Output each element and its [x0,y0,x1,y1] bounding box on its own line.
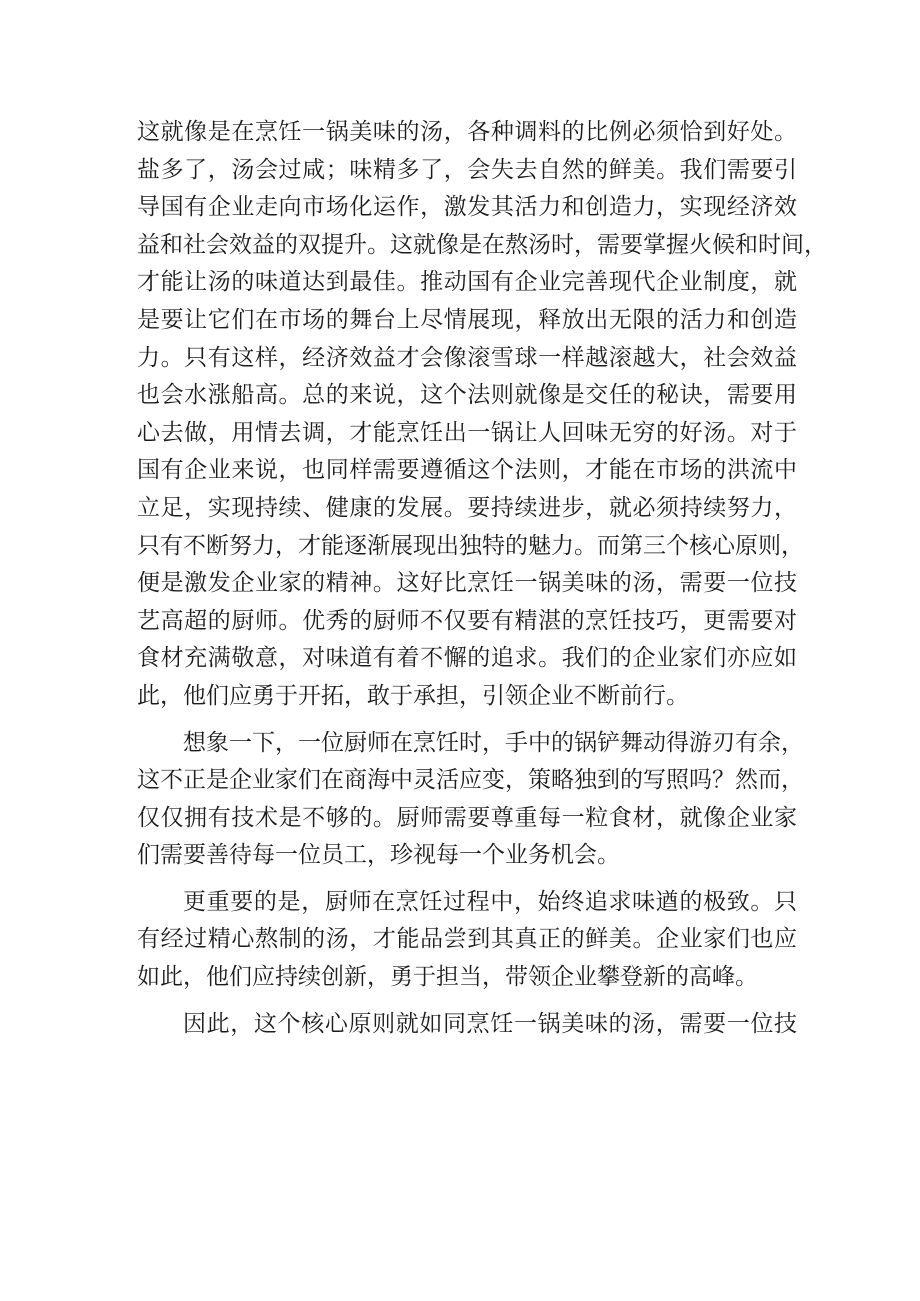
text-line: 盐多了，汤会过咸；味精多了，会失去自然的鲜美。我们需要引 [137,156,797,183]
text-line: 仅仅拥有技术是不够的。厨师需要尊重每一粒食材，就像企业家 [137,804,797,831]
paragraph-1 [137,114,827,716]
text-line: 导国有企业走向市场化运作，激发其活力和创造力，实现经济效 [137,194,797,221]
text-line: 便是激发企业家的精神。这好比烹饪一锅美味的汤，需要一位技 [137,570,797,597]
text-line: 只有不断努力，才能逐渐展现出独特的魅力。而第三个核心原则， [137,532,804,559]
text-line: 也会水涨船高。总的来说，这个法则就像是交任的秘诀，需要用 [137,382,797,409]
document-body [137,114,827,1043]
text-line: 艺高超的厨师。优秀的厨师不仅要有精湛的烹饪技巧，更需要对 [137,607,797,634]
text-line: 有经过精心熬制的汤，才能品尝到其真正的鲜美。企业家们也应 [137,926,797,953]
text-line: 食材充满敬意，对味道有着不懈的追求。我们的企业家们亦应如 [137,645,797,672]
text-line: 是要让它们在市场的舞台上尽情展现，释放出无限的活力和创造 [137,306,797,333]
text-line: 因此，这个核心原则就如同烹饪一锅美味的汤，需要一位技 [183,1010,797,1037]
text-line: 心去做，用情去调，才能烹饪出一锅让人回味无穷的好汤。对于 [137,419,797,446]
text-line: 才能让汤的味道达到最佳。推动国有企业完善现代企业制度，就 [137,269,797,296]
text-line: 们需要善待每一位员工，珍视每一个业务机会。 [137,842,620,869]
text-line: 此，他们应勇于开拓，敢于承担，引领企业不断前行。 [137,682,689,709]
text-line: 益和社会效益的双提升。这就像是在熬汤时，需要掌握火候和时间， [137,231,827,258]
paragraph-2 [137,725,804,875]
text-line: 如此，他们应持续创新，勇于担当，带领企业攀登新的高峰。 [137,964,758,991]
paragraph-4 [137,1006,797,1044]
text-line: 更重要的是，厨师在烹饪过程中，始终追求味遒的极致。只 [183,888,797,915]
paragraph-3 [137,884,797,997]
text-line: 想象一下，一位厨师在烹饪时，手中的锅铲舞动得游刃有余， [183,729,804,756]
text-line: 力。只有这样，经济效益才会像滚雪球一样越滚越大，社会效益 [137,344,797,371]
text-line: 这不正是企业家们在商海中灵活应变，策略独到的写照吗？然而， [137,767,804,794]
text-line: 国有企业来说，也同样需要遵循这个法则，才能在市场的洪流中 [137,457,797,484]
text-line: 立足，实现持续、健康的发展。要持续进步，就必须持续努力， [137,494,797,521]
text-line: 这就像是在烹饪一锅美味的汤，各种调料的比例必须恰到好处。 [137,119,797,145]
